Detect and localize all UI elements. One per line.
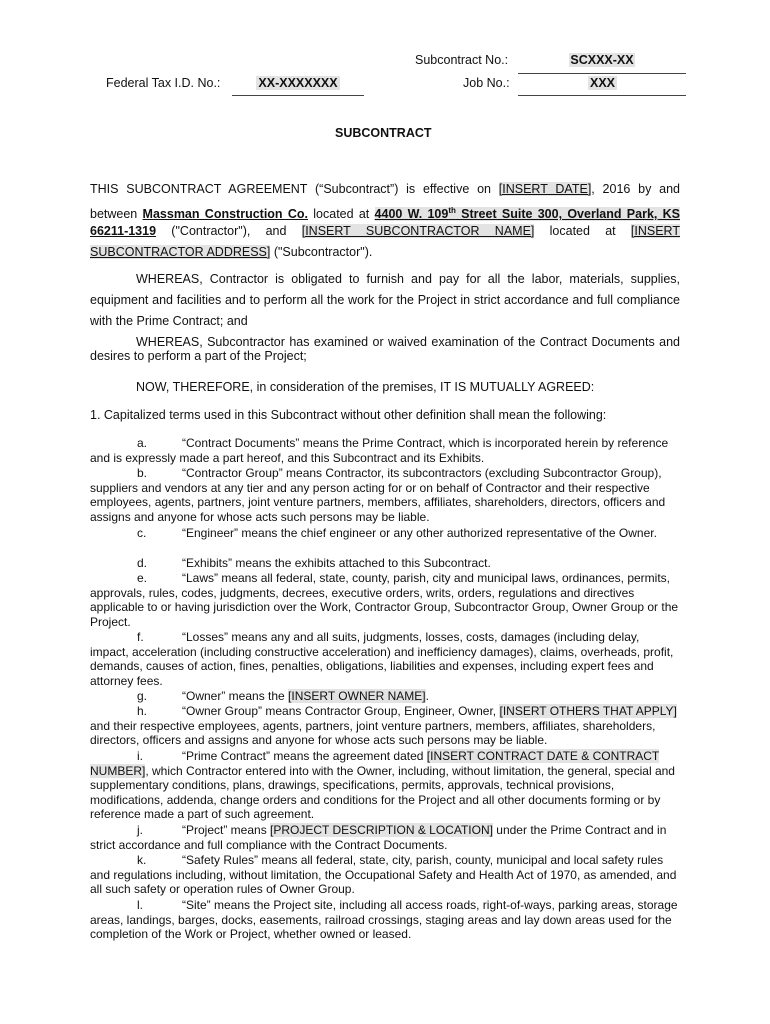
definition-a: a. “Contract Documents” means the Prime Contract, which is incorporated herein by reference and is expressly made a part hereof, and this Subcontract and its Exhibits. (90, 436, 669, 465)
definition-f: f. “Losses” means any and all suits, judgments, losses, costs, damages (including delay, impact, acceleration (including constructive acceleration) and inefficiency damages), claims, overheads, profit, demands, causes of action, fines, penalties, obligations, liabilities and expenses, including expert fees and attorney fees. (90, 630, 674, 688)
definition-letter: a. (137, 436, 148, 450)
definition-letter: b. (137, 466, 148, 480)
definition-letter: i. (137, 749, 143, 763)
federal-tax-label: Federal Tax I.D. No.: (106, 76, 221, 90)
definition-c: c. “Engineer” means the chief engineer or any other authorized representative of the Owner. (90, 526, 680, 541)
definition-letter: d. (137, 556, 148, 570)
definition-letter: k. (137, 853, 147, 867)
federal-tax-underline (232, 95, 364, 96)
definition-h: h. “Owner Group” means Contractor Group, Engineer, Owner, [INSERT OTHERS THAT APPLY] and their respective employees, agents, partners, joint venture partners, members, affiliates, shareholders, directors, officers and assigns and anyone for whose acts such persons may be liable. (90, 704, 677, 748)
whereas-2-line-2: desires to perform a part of the Project; (90, 349, 307, 363)
document-title: SUBCONTRACT (335, 126, 432, 140)
definition-letter: l. (137, 898, 143, 912)
definition-letter: j. (137, 823, 143, 837)
contractor-name: Massman Construction Co. (142, 207, 308, 222)
whereas-2-line-1: WHEREAS, Subcontractor has examined or waived examination of the Contract Documents and (136, 335, 680, 349)
definition-letter: f. (137, 630, 144, 644)
now-therefore: NOW, THEREFORE, in consideration of the premises, IT IS MUTUALLY AGREED: (136, 380, 595, 394)
others-placeholder: [INSERT OTHERS THAT APPLY] (499, 704, 677, 718)
federal-tax-value: XX-XXXXXXX (256, 76, 340, 90)
definition-letter: h. (137, 704, 148, 718)
whereas-1-line-1: WHEREAS, Contractor is obligated to furnish and pay for all the labor, materials, supplies, (136, 272, 680, 286)
subcontract-no-value: SCXXX-XX (570, 53, 634, 67)
intro-line-3: 66211-1319 ("Contractor"), and [INSERT SUBCONTRACTOR NAME] located at [INSERT (90, 224, 680, 238)
intro-line-2: between Massman Construction Co. located at 4400 W. 109th Street Suite 300, Overland Park, KS (90, 206, 681, 222)
project-description-placeholder: [PROJECT DESCRIPTION & LOCATION] (270, 823, 493, 837)
whereas-1-line-2: equipment and facilities and to perform all the work for the Project in strict accordance and full compliance (90, 293, 680, 307)
job-no-label: Job No.: (463, 76, 510, 90)
job-no-underline (518, 95, 686, 96)
whereas-1-line-3: with the Prime Contract; and (90, 314, 248, 328)
definition-letter: e. (137, 571, 148, 585)
subcontract-no-underline (518, 73, 686, 74)
definition-d: d. “Exhibits” means the exhibits attached to this Subcontract. (90, 556, 680, 571)
subcontractor-name-placeholder: [INSERT SUBCONTRACTOR NAME] (301, 224, 535, 238)
intro-line-4: SUBCONTRACTOR ADDRESS] ("Subcontractor"). (90, 245, 373, 259)
subcontract-no-label: Subcontract No.: (415, 53, 509, 67)
definition-letter: c. (137, 526, 147, 540)
definition-k: k. “Safety Rules” means all federal, state, city, parish, county, municipal and local safety rules and regulations including, without limitation, the Occupational Safety and Health Act of 1970, as amended, and all such safety or operation rules of Owner Group. (90, 853, 677, 897)
intro-line-1: THIS SUBCONTRACT AGREEMENT (“Subcontract”) is effective on [INSERT DATE], 2016 by and (90, 182, 680, 196)
job-no-value: XXX (589, 76, 615, 90)
definition-i: i. “Prime Contract” means the agreement dated [INSERT CONTRACT DATE & CONTRACT NUMBER], which Contractor entered into with the Owner, including, without limitation, the general, special and supplementary conditions, plans, drawings, specifications, permits, approvals, technical provisions, modifications, addenda, change orders and conditions for the Project and all other documents forming or by reference made a part of such agreement. (90, 749, 675, 822)
subcontractor-address-placeholder: SUBCONTRACTOR ADDRESS] (90, 245, 271, 259)
definition-letter: g. (137, 689, 148, 703)
section-1-heading: 1. Capitalized terms used in this Subcontract without other definition shall mean the following: (90, 408, 607, 422)
owner-name-placeholder: [INSERT OWNER NAME] (288, 689, 426, 703)
contract-date-placeholder: [INSERT CONTRACT DATE & CONTRACT NUMBER] (90, 749, 660, 778)
contractor-address: 4400 W. 109th Street Suite 300, Overland Park, KS (374, 206, 681, 222)
definition-j: j. “Project” means [PROJECT DESCRIPTION & LOCATION] under the Prime Contract and in strict accordance and full compliance with the Contract Documents. (90, 823, 667, 852)
definition-b: b. “Contractor Group” means Contractor, its subcontractors (excluding Subcontractor Group), suppliers and vendors at any tier and any person acting for or on behalf of Contractor and their respective employees, agents, partners, joint venture partners, members, affiliates, shareholders, directors, officers and assigns and anyone for whose acts such persons may be liable. (90, 466, 666, 524)
definition-g: g. “Owner” means the [INSERT OWNER NAME]. (90, 689, 680, 704)
date-placeholder: [INSERT DATE] (498, 182, 592, 196)
definition-l: l. “Site” means the Project site, including all access roads, right-of-ways, parking areas, storage areas, landings, barges, docks, easements, railroad crossings, staging areas and lay down areas used for the completion of the Work or Project, whether owned or leased. (90, 898, 678, 942)
definition-e: e. “Laws” means all federal, state, county, parish, city and municipal laws, ordinances, permits, approvals, rules, codes, judgments, decrees, executive orders, writs, orders, regulations and directives applicable to or having jurisdiction over the Work, Contractor Group, Subcontractor Group, Owner Group or the Project. (90, 571, 679, 629)
